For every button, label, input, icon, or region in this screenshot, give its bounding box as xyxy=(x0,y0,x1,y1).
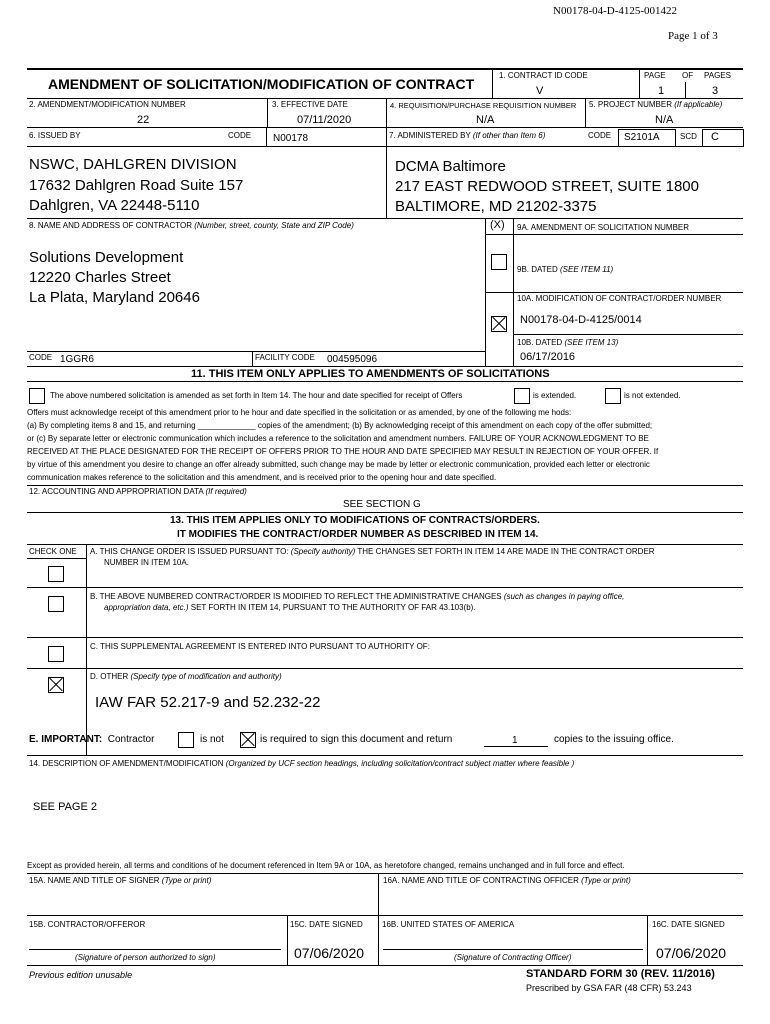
item-12-label: 12. ACCOUNTING AND APPROPRIATION DATA (If required) xyxy=(29,487,247,496)
contractor-signature-caption: (Signature of person authorized to sign) xyxy=(75,953,216,962)
item-11-para-4: RECEIVED AT THE PLACE DESIGNATED FOR THE RECEIPT OF OFFERS PRIOR TO THE HOUR AND DATE SPECIFIED MAY RESULT IN REJECTION OF YOUR OFFER. If xyxy=(27,447,659,456)
prescribed-by: Prescribed by GSA FAR (48 CFR) 53.243 xyxy=(526,983,692,993)
contractor-line-1: Solutions Development xyxy=(29,249,184,266)
project-number-label: 5. PROJECT NUMBER (If applicable) xyxy=(589,100,723,109)
contractor-line-2: 12220 Charles Street xyxy=(29,269,171,286)
item-11-not-extended-checkbox[interactable] xyxy=(605,388,621,404)
contractor-line-3: La Plata, Maryland 20646 xyxy=(29,289,200,306)
project-number-value: N/A xyxy=(655,114,674,126)
is-required-checkbox[interactable] xyxy=(240,732,256,748)
item-9b-label: 9B. DATED (SEE ITEM 11) xyxy=(517,265,614,274)
effective-date-value: 07/11/2020 xyxy=(297,114,352,126)
admin-code-label: CODE xyxy=(588,131,612,140)
item-13a-checkbox[interactable] xyxy=(48,566,64,582)
copies-rest: copies to the issuing office. xyxy=(554,734,674,745)
item-11-para-2: (a) By completing items 8 and 15, and returning _____________ copies of the amendment; (b) By acknowledging receipt of this amendment on each copy of the offer submitted; xyxy=(27,421,653,430)
pages-value: 3 xyxy=(712,85,719,97)
item-11-extended-label: is extended. xyxy=(533,391,577,400)
item-9a-label: 9A. AMENDMENT OF SOLICITATION NUMBER xyxy=(517,223,690,232)
item-13b-checkbox[interactable] xyxy=(48,596,64,612)
issued-code-label: CODE xyxy=(228,131,252,140)
contractor-code-value: 1GGR6 xyxy=(60,354,94,365)
item-11-line1: The above numbered solicitation is amended as set forth in Item 14. The hour and date specified for receipt of Offers xyxy=(50,391,463,400)
amendment-number-value: 22 xyxy=(137,114,150,126)
of-label: OF xyxy=(682,71,694,80)
item-13d-text: D. OTHER (Specify type of modification and authority) xyxy=(90,672,282,681)
item-13a-text: A. THIS CHANGE ORDER IS ISSUED PURSUANT TO: (Specify authority) THE CHANGES SET FORTH IN ITEM 14 ARE MADE IN THE CONTRACT ORDER xyxy=(90,547,655,556)
previous-edition-note: Previous edition unusable xyxy=(29,970,133,980)
issued-by-label: 6. ISSUED BY xyxy=(29,131,81,140)
page-label: PAGE xyxy=(644,71,666,80)
issued-by-line-3: Dahlgren, VA 22448-5110 xyxy=(29,197,200,214)
administered-by-label: 7. ADMINISTERED BY (If other than Item 6) xyxy=(389,131,546,140)
page-value: 1 xyxy=(658,85,665,97)
issued-by-line-2: 17632 Dahlgren Road Suite 157 xyxy=(29,177,244,194)
issued-code-value: N00178 xyxy=(273,133,309,144)
requisition-value: N/A xyxy=(476,114,495,126)
item-13-title-1: 13. THIS ITEM APPLIES ONLY TO MODIFICATIONS OF CONTRACTS/ORDERS. xyxy=(170,515,540,526)
item-13d-value: IAW FAR 52.217-9 and 52.232-22 xyxy=(95,694,321,711)
copies-value: 1 xyxy=(512,735,518,746)
issued-by-line-1: NSWC, DAHLGREN DIVISION xyxy=(29,156,237,173)
item-11-title: 11. THIS ITEM ONLY APPLIES TO AMENDMENTS OF SOLICITATIONS xyxy=(191,368,550,380)
admin-code-value: S2101A xyxy=(624,132,660,143)
contract-id-value: V xyxy=(536,85,544,97)
contract-id-label: 1. CONTRACT ID CODE xyxy=(499,71,588,80)
item-9a-checkbox[interactable] xyxy=(491,254,507,270)
item-11-para-5: by virtue of this amendment you desire to change an offer already submitted, such change may be made by letter or electronic communication, provided each letter or electronic xyxy=(27,460,650,469)
standard-form-title: STANDARD FORM 30 (REV. 11/2016) xyxy=(526,968,715,980)
form-title: AMENDMENT OF SOLICITATION/MODIFICATION OF CONTRACT xyxy=(48,76,475,92)
contractor-label: 8. NAME AND ADDRESS OF CONTRACTOR (Number, street, county, State and ZIP Code) xyxy=(29,221,354,230)
scd-value: C xyxy=(711,131,719,143)
item-15c-label: 15C. DATE SIGNED xyxy=(290,920,363,929)
scd-label: SCD xyxy=(680,132,697,141)
date-16c-value: 07/06/2020 xyxy=(656,945,727,961)
item-13b-text: B. THE ABOVE NUMBERED CONTRACT/ORDER IS MODIFIED TO REFLECT THE ADMINISTRATIVE CHANGES (such as changes in paying office, xyxy=(90,592,625,601)
effective-date-label: 3. EFFECTIVE DATE xyxy=(272,100,348,109)
requisition-label: 4. REQUISITION/PURCHASE REQUISITION NUMBER xyxy=(390,101,577,110)
check-one-label: CHECK ONE xyxy=(29,547,77,556)
pages-label: PAGES xyxy=(704,71,731,80)
item-11-para-1: Offers must acknowledge receipt of this amendment prior to he hour and date specified in the solicitation or as amended, by one of the following me hods: xyxy=(27,408,572,417)
item-15a-label: 15A. NAME AND TITLE OF SIGNER (Type or print) xyxy=(29,876,212,885)
item-11-para-6: communication makes reference to the solicitation and this amendment, and is received prior to the opening hour and date specified. xyxy=(27,473,497,482)
item-10a-checkbox[interactable] xyxy=(491,316,507,332)
item-13b-line2: appropriation data, etc.) SET FORTH IN ITEM 14, PURSUANT TO THE AUTHORITY OF FAR 43.103(b). xyxy=(104,603,476,612)
x-column-header: (X) xyxy=(490,219,505,231)
is-not-checkbox[interactable] xyxy=(178,732,194,748)
admin-by-line-1: DCMA Baltimore xyxy=(395,158,506,175)
item-16a-label: 16A. NAME AND TITLE OF CONTRACTING OFFICER (Type or print) xyxy=(383,876,631,885)
item-11-left-checkbox[interactable] xyxy=(29,388,45,404)
amendment-number-label: 2. AMENDMENT/MODIFICATION NUMBER xyxy=(29,100,186,109)
officer-signature-caption: (Signature of Contracting Officer) xyxy=(454,953,572,962)
item-13c-checkbox[interactable] xyxy=(48,646,64,662)
item-16b-label: 16B. UNITED STATES OF AMERICA xyxy=(382,920,515,929)
item-11-para-3: or (c) By separate letter or electronic communication which includes a reference to the solicitation and amendment numbers. FAILURE OF YOUR ACKNOWLEDGMENT TO BE xyxy=(27,434,649,443)
item-14-value: SEE PAGE 2 xyxy=(33,801,97,813)
contractor-code-label: CODE xyxy=(29,353,53,362)
is-not-label: is not xyxy=(200,734,224,745)
item-13a-line2: NUMBER IN ITEM 10A. xyxy=(104,558,189,567)
item-15b-label: 15B. CONTRACTOR/OFFEROR xyxy=(29,920,146,929)
item-13-title-2: IT MODIFIES THE CONTRACT/ORDER NUMBER AS DESCRIBED IN ITEM 14. xyxy=(177,529,539,540)
important-line: E. IMPORTANT: Contractor xyxy=(29,734,155,745)
admin-by-line-3: BALTIMORE, MD 21202-3375 xyxy=(395,198,597,215)
item-13d-checkbox[interactable] xyxy=(48,677,64,693)
except-text: Except as provided herein, all terms and conditions of he document referenced in Item 9A or 10A, as heretofore changed, remains unchanged and in full force and effect. xyxy=(27,861,625,870)
item-14-label: 14. DESCRIPTION OF AMENDMENT/MODIFICATION (Organized by UCF section headings, including solicitation/contract subject matter where feasible ) xyxy=(29,759,575,768)
is-required-label: is required to sign this document and return xyxy=(260,734,453,745)
item-10a-value: N00178-04-D-4125/0014 xyxy=(520,314,642,326)
admin-by-line-2: 217 EAST REDWOOD STREET, SUITE 1800 xyxy=(395,178,699,195)
item-16c-label: 16C. DATE SIGNED xyxy=(652,920,725,929)
item-11-not-extended-label: is not extended. xyxy=(624,391,681,400)
document-id: N00178-04-D-4125-001422 xyxy=(553,5,678,17)
scd-box xyxy=(702,129,744,147)
facility-code-label: FACILITY CODE xyxy=(255,353,315,362)
item-10a-label: 10A. MODIFICATION OF CONTRACT/ORDER NUMBER xyxy=(517,294,722,303)
date-15c-value: 07/06/2020 xyxy=(294,945,365,961)
item-10b-label: 10B. DATED (SEE ITEM 13) xyxy=(517,338,619,347)
facility-code-value: 004595096 xyxy=(327,354,378,365)
item-12-value: SEE SECTION G xyxy=(343,499,421,510)
item-11-extended-checkbox[interactable] xyxy=(514,388,530,404)
page-indicator: Page 1 of 3 xyxy=(668,30,718,42)
item-13c-text: C. THIS SUPPLEMENTAL AGREEMENT IS ENTERED INTO PURSUANT TO AUTHORITY OF: xyxy=(90,642,430,651)
item-10b-value: 06/17/2016 xyxy=(520,351,576,363)
